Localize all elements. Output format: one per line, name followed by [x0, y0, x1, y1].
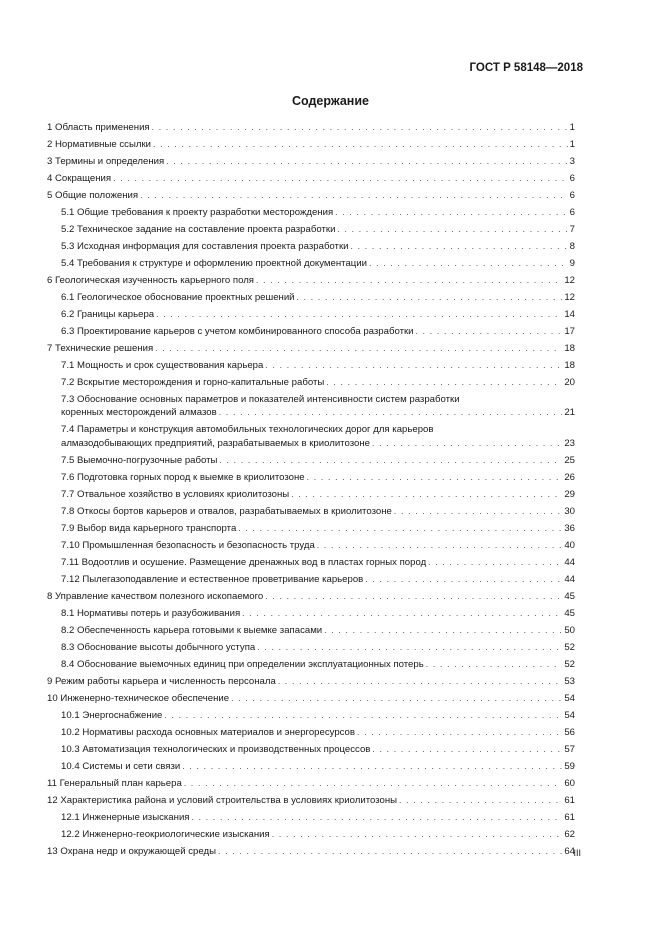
dot-leader — [416, 325, 563, 338]
dot-leader — [164, 709, 562, 722]
toc-entry-label: 4 Сокращения — [47, 172, 112, 184]
toc-entry-label: 12.2 Инженерно-геокриологические изыскания — [61, 828, 270, 840]
toc-entry-page: 3 — [569, 155, 575, 167]
toc-entry[interactable] — [47, 639, 575, 656]
dot-leader — [156, 308, 562, 321]
dot-leader — [265, 359, 562, 372]
toc-entry-page: 20 — [564, 376, 575, 388]
toc-entry-label: 12.1 Инженерные изыскания — [61, 811, 190, 823]
toc-entry-page: 45 — [564, 590, 575, 602]
toc-entry-label: 6.3 Проектирование карьеров с учетом комбинированного способа разработки — [61, 325, 414, 337]
toc-entry[interactable] — [47, 204, 575, 221]
toc-entry-page: 53 — [564, 675, 575, 687]
toc-entry[interactable] — [47, 792, 575, 809]
toc-entry[interactable] — [47, 571, 575, 588]
dot-leader — [155, 342, 562, 355]
toc-entry[interactable] — [47, 707, 575, 724]
toc-entry-label: 7.6 Подготовка горных пород к выемке в криолитозоне — [61, 471, 305, 483]
dot-leader — [257, 641, 562, 654]
page-number: III — [573, 848, 581, 858]
toc-entry-label: 7.7 Отвальное хозяйство в условиях криолитозоны — [61, 488, 290, 500]
toc-entry[interactable] — [47, 690, 575, 707]
toc-entry[interactable] — [47, 775, 575, 792]
toc-entry[interactable] — [47, 741, 575, 758]
toc-entry-page: 6 — [569, 172, 575, 184]
toc-entry-page: 59 — [564, 760, 575, 772]
dot-leader — [113, 172, 568, 185]
toc-entry-label: 8.2 Обеспеченность карьера готовыми к выемке запасами — [61, 624, 323, 636]
dot-leader — [291, 488, 562, 501]
toc-entry[interactable] — [47, 421, 575, 451]
toc-entry-page: 50 — [564, 624, 575, 636]
toc-entry[interactable] — [47, 503, 575, 520]
dot-leader — [351, 240, 568, 253]
toc-entry-label: 8 Управление качеством полезного ископаемого — [47, 590, 264, 602]
toc-entry-label: 6 Геологическая изученность карьерного поля — [47, 274, 255, 286]
toc-entry-label: 7.4 Параметры и конструкция автомобильных технологических дорог для карьеров — [61, 424, 434, 436]
document-code: ГОСТ Р 58148—2018 — [469, 62, 583, 74]
toc-entry-page: 7 — [569, 223, 575, 235]
toc-entry-page: 36 — [564, 522, 575, 534]
toc-entry[interactable] — [47, 119, 575, 136]
dot-leader — [307, 471, 563, 484]
toc-entry-page: 18 — [564, 359, 575, 371]
toc-entry-page: 62 — [564, 828, 575, 840]
dot-leader — [335, 206, 567, 219]
toc-entry-label: 3 Термины и определения — [47, 155, 165, 167]
toc-entry-label: 7.2 Вскрытие месторождения и горно-капитальные работы — [61, 376, 325, 388]
dot-leader — [184, 777, 563, 790]
toc-entry[interactable] — [47, 809, 575, 826]
toc-entry-page: 12 — [564, 274, 575, 286]
dot-leader — [365, 573, 562, 586]
toc-entry[interactable] — [47, 520, 575, 537]
dot-leader — [369, 257, 568, 270]
toc-entry[interactable] — [47, 843, 575, 860]
dot-leader — [231, 692, 562, 705]
dot-leader — [192, 811, 563, 824]
dot-leader — [428, 556, 562, 569]
toc-entry-page: 1 — [569, 138, 575, 150]
toc-entry-label-continued: коренных месторождений алмазов — [61, 407, 217, 419]
toc-entry-page: 54 — [564, 692, 575, 704]
toc-entry-page: 14 — [564, 308, 575, 320]
toc-entry-label: 6.2 Границы карьера — [61, 308, 155, 320]
toc-entry[interactable] — [47, 238, 575, 255]
dot-leader — [218, 845, 562, 858]
toc-entry-page: 45 — [564, 607, 575, 619]
toc-entry-page: 61 — [564, 794, 575, 806]
toc-entry[interactable] — [47, 272, 575, 289]
toc-entry-label: 10.2 Нормативы расхода основных материалов и энергоресурсов — [61, 726, 355, 738]
toc-entry[interactable] — [47, 486, 575, 503]
toc-entry[interactable] — [47, 306, 575, 323]
toc-entry-label: 13 Охрана недр и окружающей среды — [47, 845, 217, 857]
toc-entry-label: 8.3 Обоснование высоты добычного уступа — [61, 641, 256, 653]
dot-leader — [426, 658, 563, 671]
toc-entry-page: 1 — [569, 121, 575, 133]
dot-leader — [152, 121, 568, 134]
toc-entry[interactable] — [47, 221, 575, 238]
toc-entry[interactable] — [47, 537, 575, 554]
toc-entry[interactable] — [47, 656, 575, 673]
toc-entry-label: 8.4 Обоснование выемочных единиц при определении эксплуатационных потерь — [61, 658, 424, 670]
dot-leader — [278, 675, 563, 688]
toc-entry-label: 7.9 Выбор вида карьерного транспорта — [61, 522, 237, 534]
toc-entry-label: 7.11 Водоотлив и осушение. Размещение дренажных вод в пластах горных пород — [61, 556, 427, 568]
toc-entry-page: 57 — [564, 743, 575, 755]
toc-entry-page: 54 — [564, 709, 575, 721]
dot-leader — [219, 406, 563, 419]
toc-entry-label: 7.8 Откосы бортов карьеров и отвалов, разрабатываемых в криолитозоне — [61, 505, 392, 517]
dot-leader — [140, 189, 568, 202]
table-of-contents — [47, 119, 575, 860]
toc-entry[interactable] — [47, 255, 575, 272]
dot-leader — [317, 539, 563, 552]
dot-leader — [219, 454, 562, 467]
toc-entry-label: 1 Область применения — [47, 121, 150, 133]
toc-entry-page: 52 — [564, 658, 575, 670]
toc-entry[interactable] — [47, 724, 575, 741]
toc-entry[interactable] — [47, 554, 575, 571]
toc-entry[interactable] — [47, 622, 575, 639]
toc-entry-page: 18 — [564, 342, 575, 354]
toc-entry-label: 10.3 Автоматизация технологических и производственных процессов — [61, 743, 371, 755]
toc-entry[interactable] — [47, 391, 575, 421]
dot-leader — [324, 624, 562, 637]
dot-leader — [242, 607, 562, 620]
toc-entry-page: 29 — [564, 488, 575, 500]
toc-entry[interactable] — [47, 136, 575, 153]
dot-leader — [357, 726, 562, 739]
toc-entry-page: 25 — [564, 454, 575, 466]
toc-entry-page: 44 — [564, 556, 575, 568]
toc-entry-label: 10 Инженерно-техническое обеспечение — [47, 692, 230, 704]
toc-entry-label: 11 Генеральный план карьера — [47, 777, 182, 789]
toc-entry[interactable] — [47, 605, 575, 622]
toc-entry-page: 56 — [564, 726, 575, 738]
toc-entry-label: 7.10 Промышленная безопасность и безопасность труда — [61, 539, 315, 551]
toc-entry-page: 64 — [564, 845, 575, 857]
toc-entry[interactable] — [47, 340, 575, 357]
toc-entry-page: 23 — [564, 437, 575, 449]
toc-entry-label: 8.1 Нормативы потерь и разубоживания — [61, 607, 241, 619]
dot-leader — [337, 223, 567, 236]
toc-entry-label: 9 Режим работы карьера и численность персонала — [47, 675, 276, 687]
dot-leader — [372, 437, 562, 450]
dot-leader — [153, 138, 568, 151]
toc-entry[interactable] — [47, 826, 575, 843]
dot-leader — [372, 743, 562, 756]
toc-entry[interactable] — [47, 323, 575, 340]
toc-entry-label: 5 Общие положения — [47, 189, 139, 201]
toc-entry-page: 61 — [564, 811, 575, 823]
toc-entry-label: 7.5 Выемочно-погрузочные работы — [61, 454, 218, 466]
dot-leader — [265, 590, 562, 603]
toc-entry-page: 6 — [569, 206, 575, 218]
toc-entry[interactable] — [47, 170, 575, 187]
toc-entry-page: 17 — [564, 325, 575, 337]
dot-leader — [256, 274, 562, 287]
toc-entry-page: 44 — [564, 573, 575, 585]
toc-entry[interactable] — [47, 357, 575, 374]
toc-entry-label: 7.3 Обоснование основных параметров и показателей интенсивности систем разработки — [61, 393, 460, 405]
toc-entry-page: 8 — [569, 240, 575, 252]
toc-entry[interactable] — [47, 758, 575, 775]
toc-entry-page: 9 — [569, 257, 575, 269]
toc-entry-label: 7 Технические решения — [47, 342, 154, 354]
toc-entry-page: 52 — [564, 641, 575, 653]
toc-entry-label: 5.1 Общие требования к проекту разработки месторождения — [61, 206, 334, 218]
dot-leader — [326, 376, 562, 389]
toc-entry-label: 5.3 Исходная информация для составления проекта разработки — [61, 240, 349, 252]
toc-entry-label: 12 Характеристика района и условий строительства в условиях криолитозоны — [47, 794, 398, 806]
dot-leader — [272, 828, 563, 841]
toc-entry-label-continued: алмазодобывающих предприятий, разрабатываемых в криолитозоне — [61, 437, 370, 449]
toc-entry[interactable] — [47, 187, 575, 204]
toc-entry-page: 6 — [569, 189, 575, 201]
toc-entry[interactable] — [47, 153, 575, 170]
dot-leader — [182, 760, 562, 773]
toc-entry[interactable] — [47, 673, 575, 690]
toc-entry-label: 10.1 Энергоснабжение — [61, 709, 163, 721]
dot-leader — [394, 505, 563, 518]
toc-entry[interactable] — [47, 289, 575, 306]
toc-entry[interactable] — [47, 469, 575, 486]
dot-leader — [238, 522, 562, 535]
toc-entry-label: 10.4 Системы и сети связи — [61, 760, 181, 772]
toc-entry-label: 5.2 Техническое задание на составление проекта разработки — [61, 223, 336, 235]
toc-entry[interactable] — [47, 452, 575, 469]
toc-entry-label: 2 Нормативные ссылки — [47, 138, 152, 150]
toc-entry-page: 26 — [564, 471, 575, 483]
toc-entry-label: 5.4 Требования к структуре и оформлению проектной документации — [61, 257, 367, 269]
toc-entry[interactable] — [47, 588, 575, 605]
toc-entry-page: 60 — [564, 777, 575, 789]
toc-entry-page: 40 — [564, 539, 575, 551]
toc-entry-page: 21 — [564, 407, 575, 419]
toc-entry-page: 30 — [564, 505, 575, 517]
toc-entry-label: 6.1 Геологическое обоснование проектных решений — [61, 291, 295, 303]
toc-entry-page: 12 — [564, 291, 575, 303]
dot-leader — [166, 155, 567, 168]
toc-entry[interactable] — [47, 374, 575, 391]
toc-entry-label: 7.1 Мощность и срок существования карьера — [61, 359, 264, 371]
toc-title: Содержание — [291, 94, 369, 108]
toc-entry-label: 7.12 Пылегазоподавление и естественное проветривание карьеров — [61, 573, 364, 585]
dot-leader — [297, 291, 563, 304]
dot-leader — [399, 794, 562, 807]
